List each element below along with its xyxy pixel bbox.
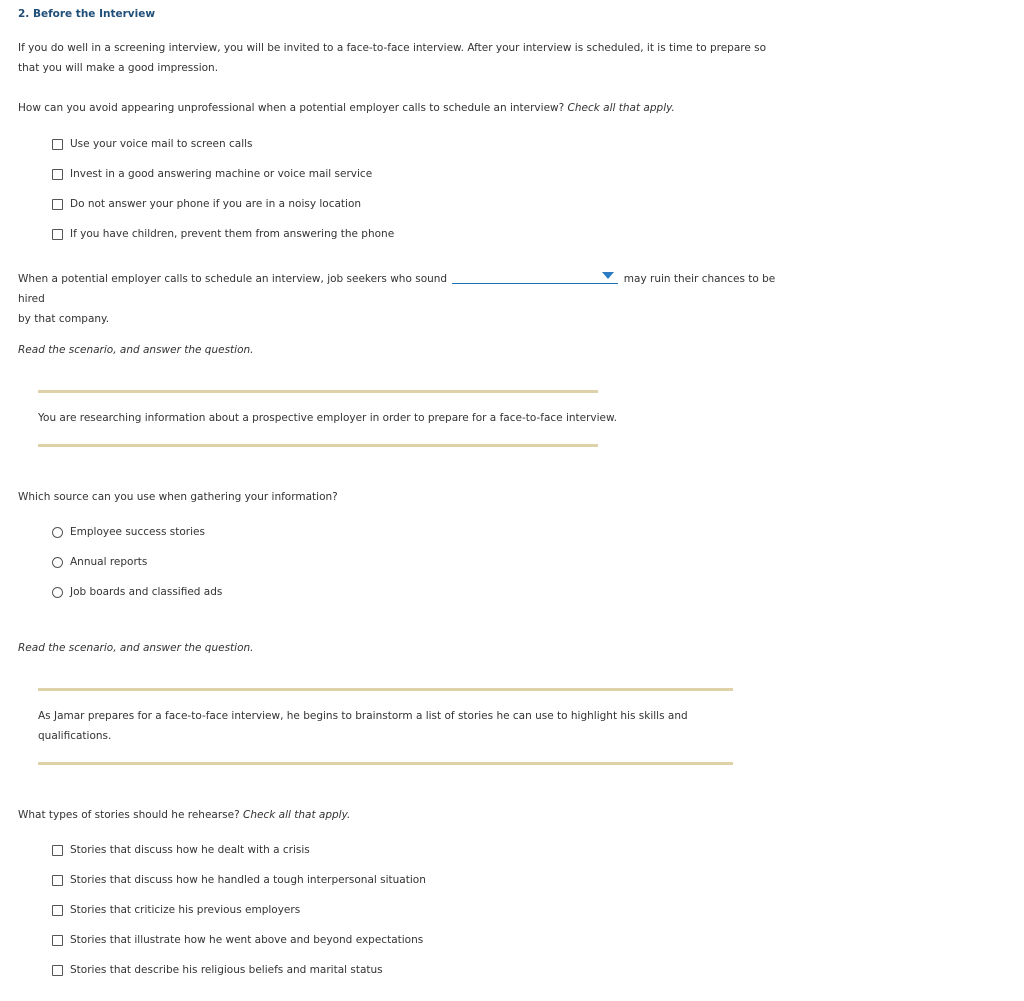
- checkbox[interactable]: [52, 935, 63, 946]
- q1-prompt-text: How can you avoid appearing unprofessional when a potential employer calls to schedule an interview?: [18, 102, 565, 114]
- checkbox[interactable]: [52, 199, 63, 210]
- q2-before-text: When a potential employer calls to schedule an interview, job seekers who sound: [18, 273, 448, 285]
- q4-option-2[interactable]: [52, 873, 426, 887]
- option-label: Stories that discuss how he handled a tough interpersonal situation: [70, 874, 426, 886]
- q1-option-1[interactable]: [52, 137, 253, 151]
- option-label: Stories that criticize his previous employers: [70, 904, 301, 916]
- radio-button[interactable]: [52, 557, 63, 568]
- q3-scenario: You are researching information about a prospective employer in order to prepare for a face-to-face interview.: [38, 412, 617, 424]
- option-label: If you have children, prevent them from answering the phone: [70, 228, 395, 240]
- q3-lead: Read the scenario, and answer the question.: [18, 344, 254, 356]
- checkbox[interactable]: [52, 965, 63, 976]
- radio-button[interactable]: [52, 527, 63, 538]
- option-label: Stories that discuss how he dealt with a crisis: [70, 844, 310, 856]
- scenario-rule-top: [38, 688, 733, 691]
- q4-option-5[interactable]: [52, 963, 383, 977]
- q4-option-4[interactable]: [52, 933, 423, 947]
- checkbox[interactable]: [52, 875, 63, 886]
- option-label: Do not answer your phone if you are in a noisy location: [70, 198, 362, 210]
- radio-button[interactable]: [52, 587, 63, 598]
- option-label: Employee success stories: [70, 526, 205, 538]
- option-label: Stories that illustrate how he went above and beyond expectations: [70, 934, 424, 946]
- checkbox[interactable]: [52, 229, 63, 240]
- checkbox[interactable]: [52, 139, 63, 150]
- option-label: Invest in a good answering machine or voice mail service: [70, 168, 373, 180]
- intro-text: If you do well in a screening interview, you will be invited to a face-to-face interview. After your interview is scheduled, it is time to prepare so that you will make a good impression.: [18, 42, 767, 74]
- q4-scenario: As Jamar prepares for a face-to-face interview, he begins to brainstorm a list of stories he can use to highlight his skills and qualifications.: [38, 710, 688, 742]
- q4-option-3[interactable]: [52, 903, 300, 917]
- q1-option-3[interactable]: [52, 197, 361, 211]
- sound-dropdown[interactable]: [452, 270, 618, 284]
- q4-instruction: Check all that apply.: [243, 809, 351, 821]
- q3-option-2[interactable]: [52, 555, 147, 569]
- scenario-rule-bottom: [38, 444, 598, 447]
- option-label: Annual reports: [70, 556, 148, 568]
- q3-option-1[interactable]: [52, 525, 205, 539]
- checkbox[interactable]: [52, 845, 63, 856]
- q3-option-3[interactable]: [52, 585, 222, 599]
- q4-prompt: [18, 805, 778, 825]
- q2-line2-text: by that company.: [18, 313, 110, 325]
- q4-prompt-text: What types of stories should he rehearse?: [18, 809, 240, 821]
- q3-prompt: Which source can you use when gathering your information?: [18, 491, 338, 503]
- q1-option-4[interactable]: [52, 227, 394, 241]
- q4-option-1[interactable]: [52, 843, 310, 857]
- section-title: 2. Before the Interview: [18, 8, 156, 20]
- q1-instruction: Check all that apply.: [567, 102, 675, 114]
- q1-prompt: [18, 98, 778, 118]
- option-label: Job boards and classified ads: [70, 586, 223, 598]
- option-label: Stories that describe his religious beliefs and marital status: [70, 964, 383, 976]
- caret-down-icon[interactable]: [602, 272, 614, 279]
- q2-after-text: may ruin their chances to be hired: [18, 273, 776, 305]
- checkbox[interactable]: [52, 169, 63, 180]
- scenario-rule-top: [38, 390, 598, 393]
- checkbox[interactable]: [52, 905, 63, 916]
- q1-option-2[interactable]: [52, 167, 372, 181]
- q4-lead: Read the scenario, and answer the question.: [18, 642, 254, 654]
- q2-sentence: [18, 269, 778, 329]
- scenario-rule-bottom: [38, 762, 733, 765]
- option-label: Use your voice mail to screen calls: [70, 138, 253, 150]
